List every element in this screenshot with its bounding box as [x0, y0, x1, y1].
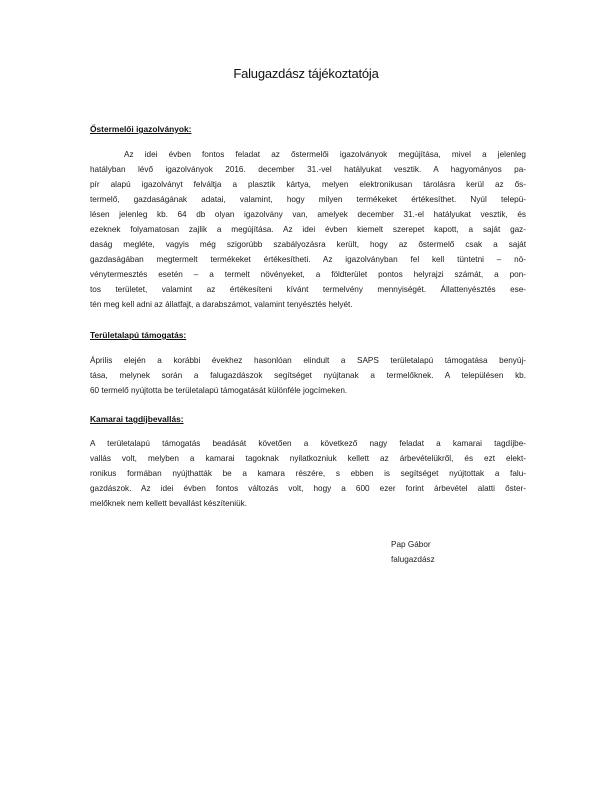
paragraph-ostermeloi — [90, 147, 526, 312]
paragraph-kamarai — [90, 436, 526, 511]
paragraph-line: hatályban lévő igazolványok 2016. december 31.-vel hatályukat vesztik. A hagyományos pa- — [90, 165, 526, 174]
paragraph-line: melőknek nem kellett bevallást készíteniük. — [90, 499, 248, 508]
section-heading-kamarai: Kamarai tagdíjbevallás: — [90, 414, 184, 424]
paragraph-line: gazdaságában megtermelt termékeket értékesítheti. Az igazolványban fel kell tüntetni – nö- — [90, 255, 526, 264]
paragraph-line: tos területet, valamint az értékesíteni kívánt termelvény mennyiségét. Állattenyésztés ese- — [90, 285, 526, 294]
signature-role: falugazdász — [391, 555, 435, 564]
paragraph-teruletalapu — [90, 353, 526, 398]
paragraph-line: vallás volt, melyben a kamarai tagoknak nyilatkozniuk kellett az árbevételükről, és ezt elekt- — [90, 454, 526, 463]
section-heading-ostermeloi: Őstermelői igazolványok: — [90, 124, 192, 134]
paragraph-line: Április elején a korábbi évekhez hasonlóan elindult a SAPS területalapú támogatása benyúj- — [90, 356, 526, 365]
paragraph-line: daság megléte, vagyis még szigorúbb szabályozásra került, hogy az őstermelő csak a saját — [90, 240, 526, 249]
paragraph-line: ronikus formában nyújthatták be a kamara részére, s ebben is segítséget nyújtottak a falu- — [90, 469, 526, 478]
paragraph-line: pír alapú igazolványt felváltja a plasztik kártya, melyen elektronikusan tárolásra kerül az ős- — [90, 180, 526, 189]
paragraph-line: termelő, gazdaságának adatai, valamint, hogy milyen termékeket értékesíthet. Nyúl telepü- — [90, 195, 526, 204]
paragraph-line: A területalapú támogatás beadását követően a következő nagy feladat a kamarai tagdíjbe- — [90, 439, 526, 448]
section-heading-teruletalapu: Területalapú támogatás: — [90, 330, 187, 340]
paragraph-line: ezeknek folyamatosan zajlik a megújítása. Az idei évben kiemelt szerepet kapott, a saját gaz- — [90, 225, 526, 234]
paragraph-line: Az idei évben fontos feladat az őstermelői igazolványok megújítása, mivel a jelenleg — [124, 150, 526, 159]
paragraph-line: tén meg kell adni az állatfajt, a darabszámot, valamint tenyésztés helyét. — [90, 300, 353, 309]
signature-name: Pap Gábor — [391, 540, 431, 549]
signature-block — [391, 537, 435, 567]
paragraph-line: lésen jelenleg kb. 64 db olyan igazolvány van, amelyek december 31.-el hatályukat vesztik, és — [90, 210, 526, 219]
paragraph-line: vénytermesztés esetén – a termelt növényeket, a földterület pontos helyrajzi számát, a pon- — [90, 270, 526, 279]
paragraph-line: 60 termelő nyújtotta be területalapú támogatását különféle jogcímeken. — [90, 386, 348, 395]
document-title: Falugazdász tájékoztatója — [233, 66, 379, 81]
paragraph-line: tása, melynek során a falugazdászok segítséget nyújtanak a termelőknek. A településen kb. — [90, 371, 526, 380]
paragraph-line: gazdászok. Az idei évben fontos változás volt, hogy a 600 ezer forint árbevétel alatti őster- — [90, 484, 526, 493]
